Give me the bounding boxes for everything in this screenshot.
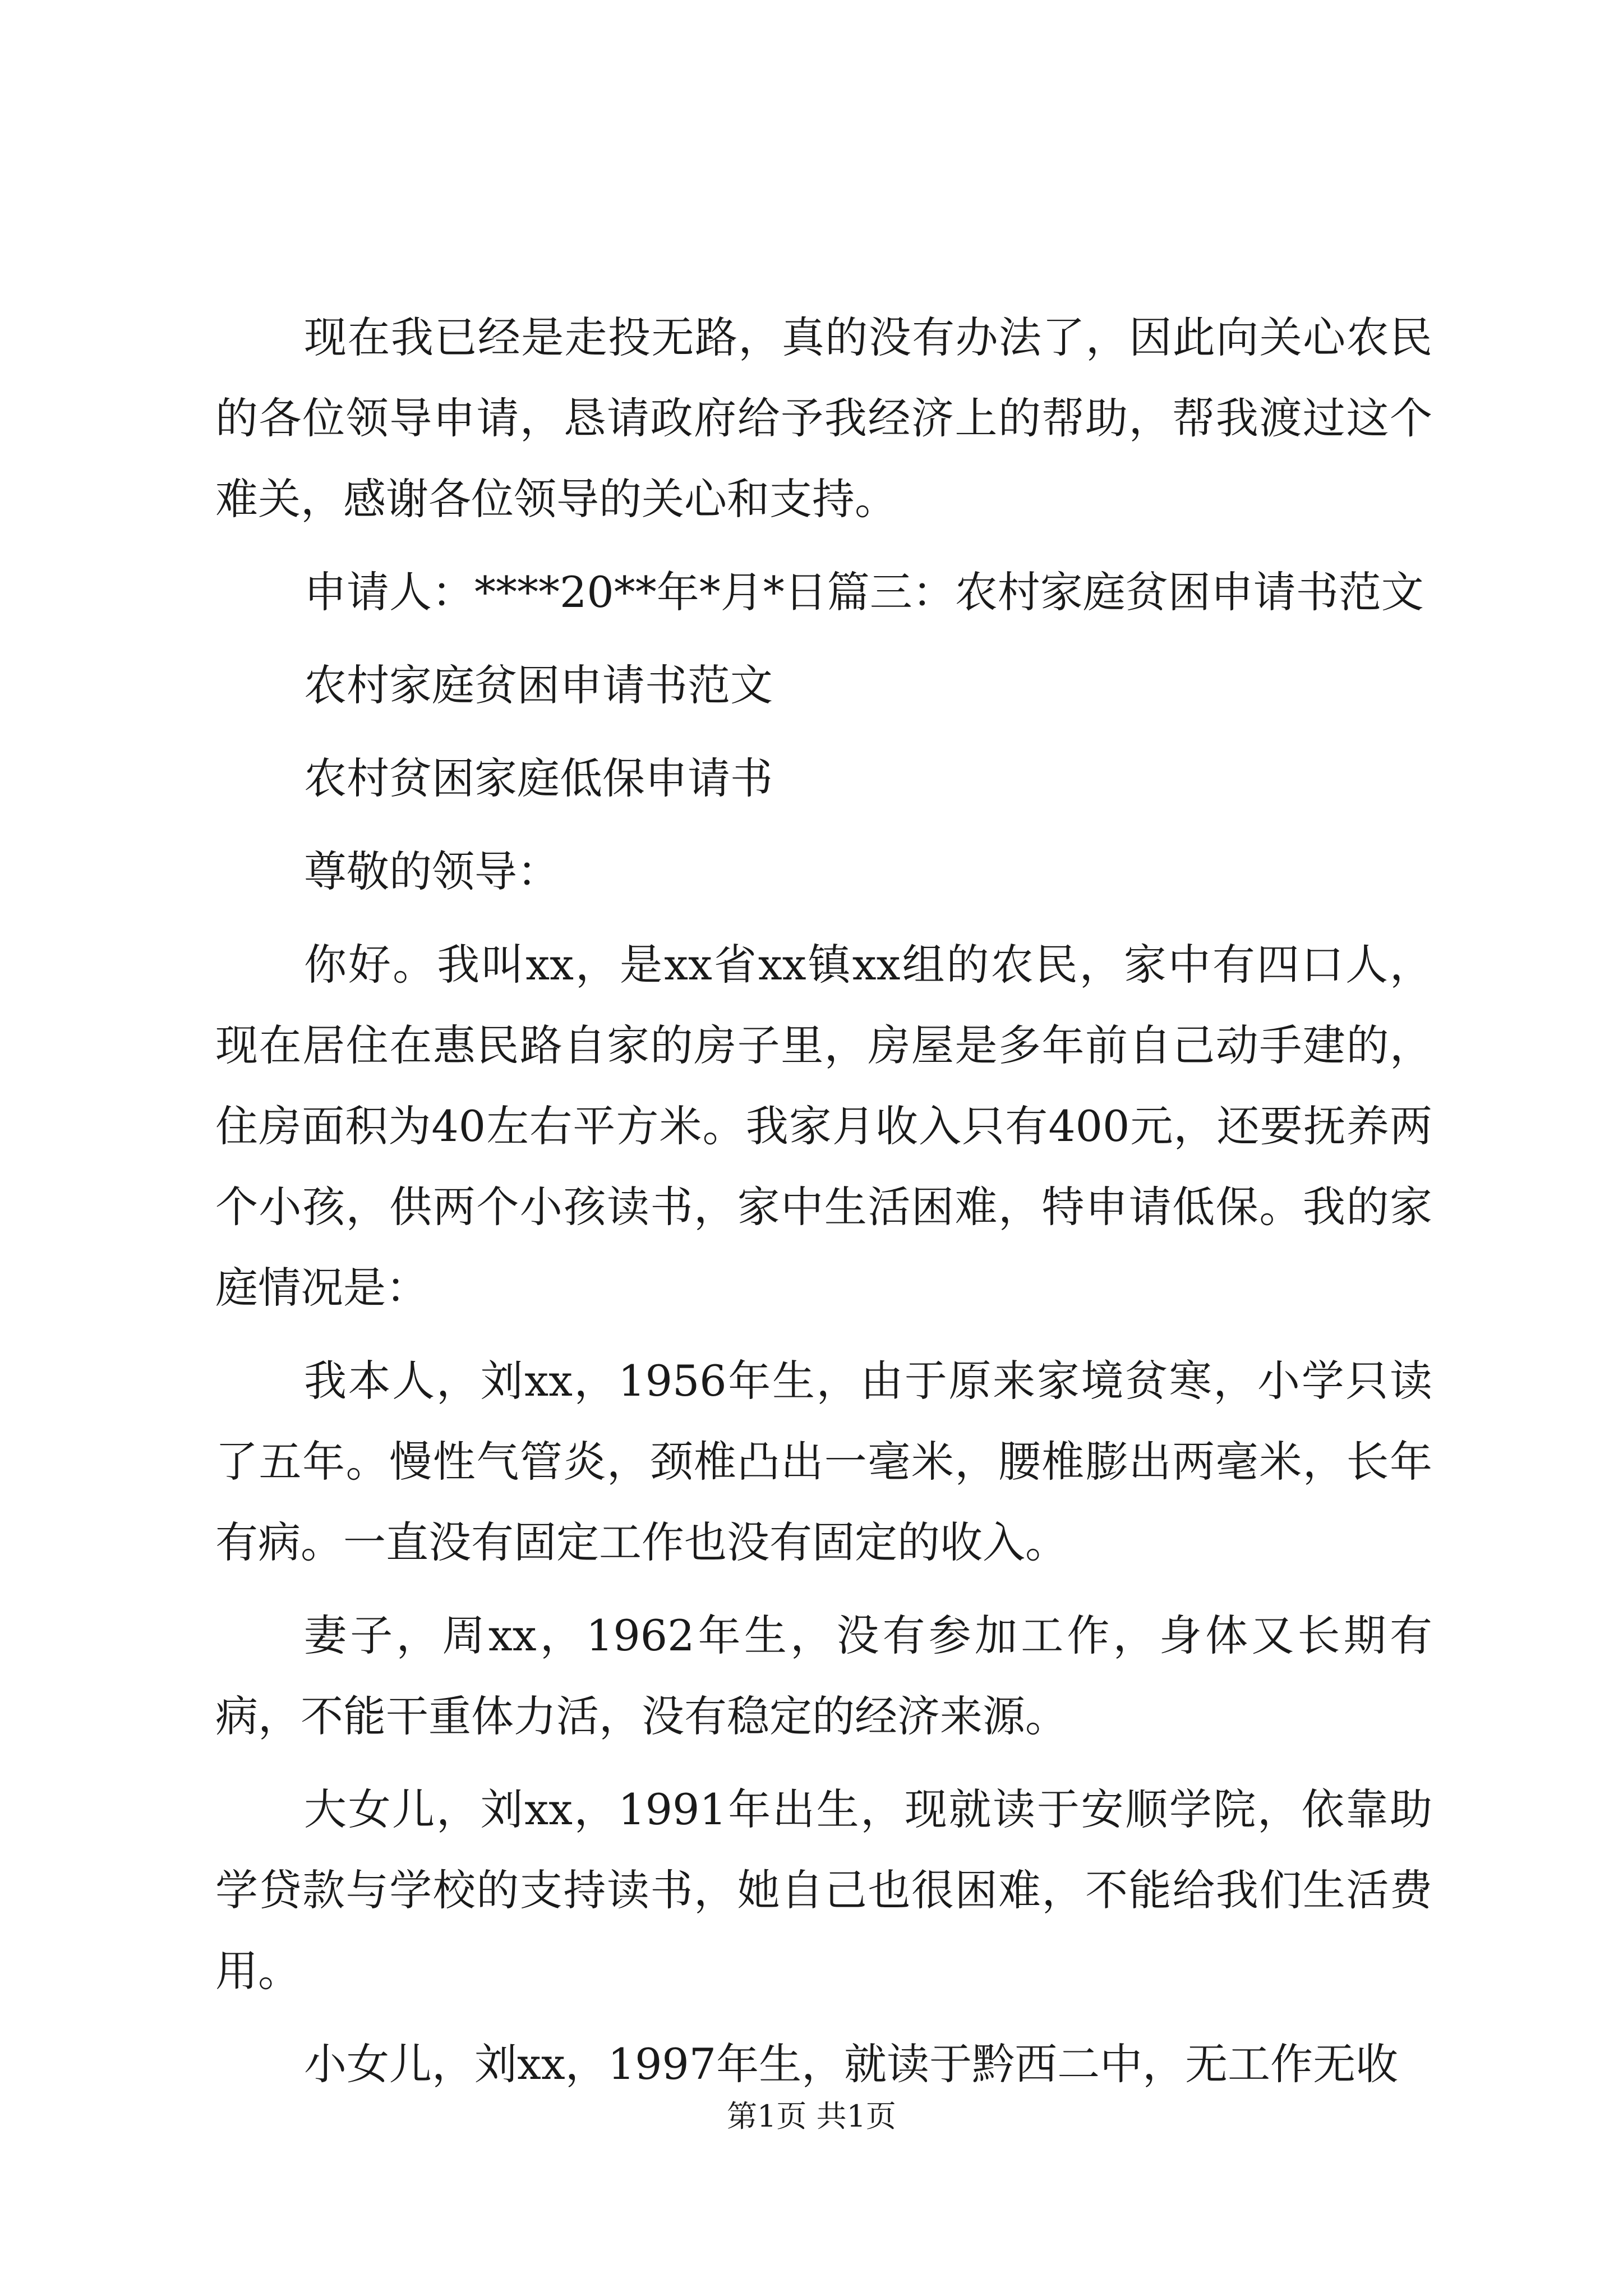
paragraph-title-application: 农村贫困家庭低保申请书	[304, 753, 773, 803]
paragraph-applicant-self: 我本人，刘xx，1956年生，由于原来家境贫寒，小学只读了五年。慢性气管炎，颈椎凸出一毫米，腰椎膨出两毫米，长年有病。一直没有固定工作也没有固定的收入。	[215, 1356, 1432, 1567]
paragraph-wife: 妻子，周xx，1962年生，没有参加工作，身体又长期有病，不能干重体力活，没有稳定的经济来源。	[215, 1611, 1432, 1741]
paragraph-applicant-signature: 申请人：****20**年*月*日篇三：农村家庭贫困申请书范文	[304, 567, 1424, 617]
paragraph-introduction: 你好。我叫xx，是xx省xx镇xx组的农民，家中有四口人，现在居住在惠民路自家的房子里，房屋是多年前自己动手建的，住房面积为40左右平方米。我家月收入只有400元，还要抚养两个小孩，供两个小孩读书，家中生活困难，特申请低保。我的家庭情况是：	[215, 940, 1432, 1313]
document-body	[215, 297, 1432, 2105]
paragraph-title-sample: 农村家庭贫困申请书范文	[304, 660, 773, 710]
paragraph-appeal: 现在我已经是走投无路，真的没有办法了，因此向关心农民的各位领导申请，恳请政府给予我经济上的帮助，帮我渡过这个难关，感谢各位领导的关心和支持。	[215, 312, 1432, 524]
paragraph-salutation: 尊敬的领导：	[304, 846, 560, 896]
paragraph-elder-daughter: 大女儿，刘xx，1991年出生，现就读于安顺学院，依靠助学贷款与学校的支持读书，她自己也很困难，不能给我们生活费用。	[215, 1784, 1432, 1996]
paragraph-younger-daughter: 小女儿，刘xx，1997年生，就读于黔西二中，无工作无收	[304, 2039, 1399, 2089]
page-number-footer: 第1页 共1页	[727, 2099, 896, 2134]
